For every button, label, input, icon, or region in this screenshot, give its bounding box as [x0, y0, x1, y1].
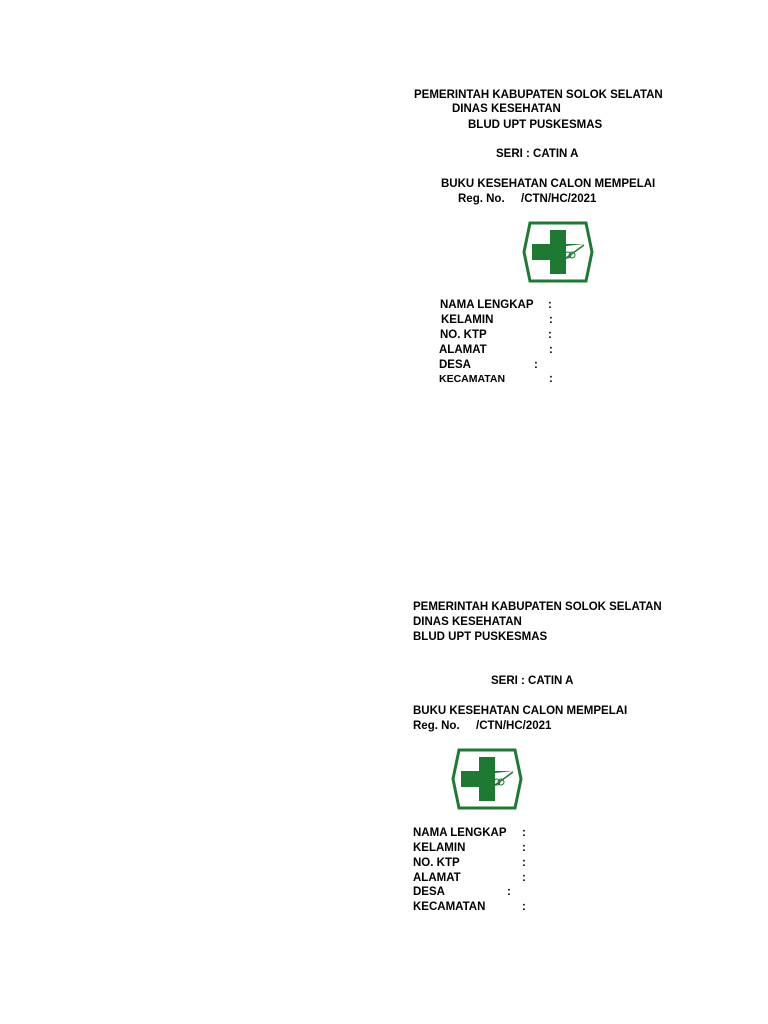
- field-colon: :: [548, 329, 552, 341]
- field-label: NO. KTP: [440, 329, 487, 341]
- field-colon: :: [549, 314, 553, 326]
- field-label: DESA: [439, 359, 471, 371]
- reg-label: Reg. No.: [413, 720, 460, 732]
- field-label: NAMA LENGKAP: [440, 299, 534, 311]
- field-colon: :: [522, 857, 526, 869]
- field-label: DESA: [413, 886, 445, 898]
- header-line-2: DINAS KESEHATAN: [413, 616, 522, 628]
- header-line-3: BLUD UPT PUSKESMAS: [413, 631, 548, 643]
- bakti-husada-logo-icon: [522, 221, 594, 283]
- bakti-husada-logo-icon: [451, 747, 523, 811]
- reg-label: Reg. No.: [458, 193, 505, 205]
- book-title: BUKU KESEHATAN CALON MEMPELAI: [441, 178, 656, 190]
- field-colon: :: [507, 886, 511, 898]
- field-label: NAMA LENGKAP: [413, 827, 507, 839]
- field-label: KELAMIN: [413, 842, 466, 854]
- reg-value: /CTN/HC/2021: [521, 193, 597, 205]
- field-label: KECAMATAN: [439, 373, 506, 385]
- header-line-1: PEMERINTAH KABUPATEN SOLOK SELATAN: [413, 601, 662, 613]
- field-label: KELAMIN: [441, 314, 494, 326]
- field-label: ALAMAT: [439, 344, 487, 356]
- field-colon: :: [549, 373, 553, 385]
- header-line-3: BLUD UPT PUSKESMAS: [468, 119, 603, 131]
- field-colon: :: [522, 842, 526, 854]
- field-colon: :: [522, 901, 526, 913]
- header-line-1: PEMERINTAH KABUPATEN SOLOK SELATAN: [414, 89, 663, 101]
- field-colon: :: [522, 872, 526, 884]
- field-label: KECAMATAN: [413, 901, 486, 913]
- field-colon: :: [522, 827, 526, 839]
- field-label: NO. KTP: [413, 857, 460, 869]
- reg-value: /CTN/HC/2021: [476, 720, 552, 732]
- field-label: ALAMAT: [413, 872, 461, 884]
- field-colon: :: [548, 299, 552, 311]
- field-colon: :: [534, 359, 538, 371]
- header-line-2: DINAS KESEHATAN: [452, 103, 561, 115]
- seri-label: SERI : CATIN A: [491, 675, 574, 687]
- seri-label: SERI : CATIN A: [496, 148, 579, 160]
- book-title: BUKU KESEHATAN CALON MEMPELAI: [413, 705, 628, 717]
- field-colon: :: [549, 344, 553, 356]
